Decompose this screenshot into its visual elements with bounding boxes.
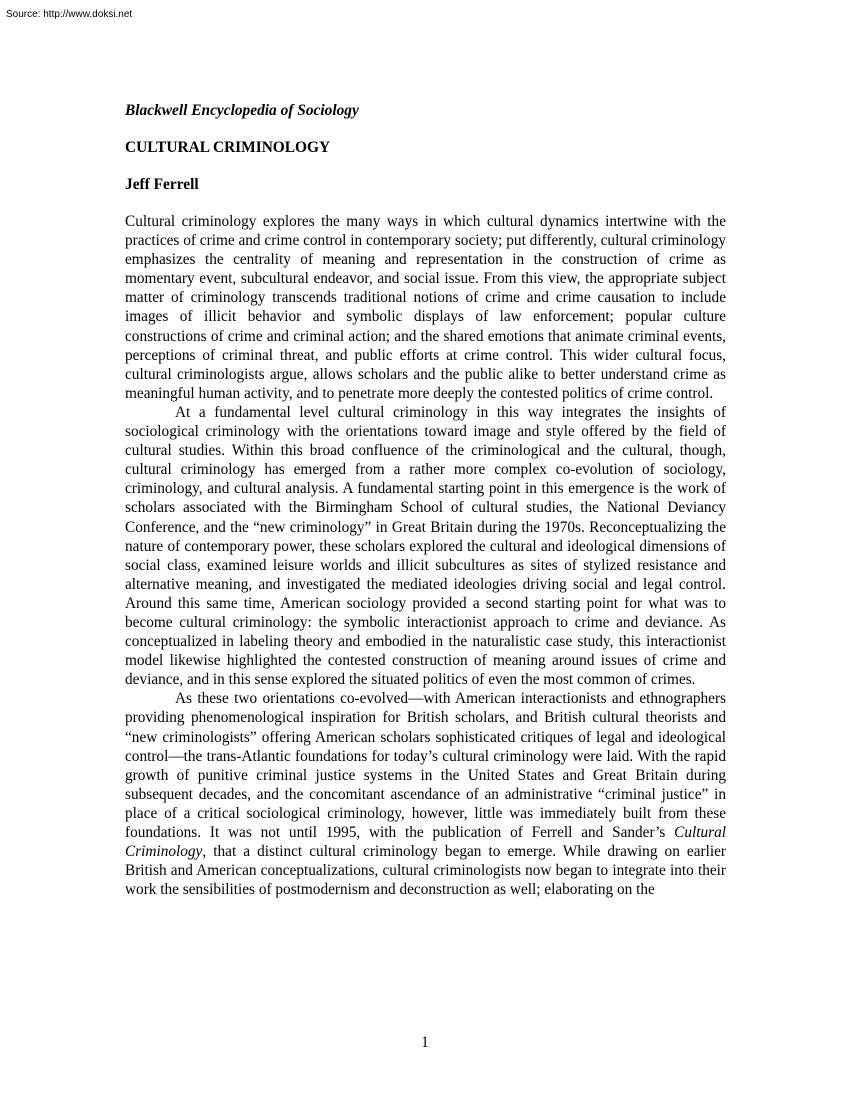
book-title-reference: Cultural Criminology	[125, 824, 726, 861]
publication-title: Blackwell Encyclopedia of Sociology	[125, 102, 359, 119]
paragraph-2: At a fundamental level cultural criminology in this way integrates the insights of sociological criminology with the orientations toward image and style offered by the field of cultural studies. Within this broad confluence of the criminological and the cultural, though, cultural criminology has emerged from a rather more complex co-evolution of sociology, criminology, and cultural analysis. A fundamental starting point in this emergence is the work of scholars associated with the Birmingham School of cultural studies, the National Deviancy Conference, and the “new criminology” in Great Britain during the 1970s. Reconceptualizing the nature of contemporary power, these scholars explored the cultural and ideological dimensions of social class, examined leisure worlds and illicit subcultures as sites of stylized resistance and alternative meaning, and investigated the mediated ideologies driving social and legal control. Around this same time, American sociology provided a second starting point for what was to become cultural criminology: the symbolic interactionist approach to crime and deviance. As conceptualized in labeling theory and embodied in the naturalistic case study, this interactionist model likewise highlighted the contested construction of meaning around issues of crime and deviance, and in this sense explored the situated politics of even the most common of crimes.	[125, 403, 726, 689]
paragraph-3-text-before: As these two orientations co-evolved—with American interactionists and ethnographers providing phenomenological inspiration for British scholars, and British cultural theorists and “new criminologists” offering American scholars sophisticated critiques of legal and ideological control—the trans-Atlantic foundations for today’s cultural criminology were laid. With the rapid growth of punitive criminal justice systems in the United States and Great Britain during subsequent decades, and the concomitant ascendance of an administrative “criminal justice” in place of a critical sociological criminology, however, little was immediately built from these foundations. It was not until 1995, with the publication of Ferrell and Sander’s	[125, 690, 726, 841]
paragraph-3-text-after: , that a distinct cultural criminology began to emerge. While drawing on earlier British and American conceptualizations, cultural criminologists now began to integrate into their work the sensibilities of postmodernism and deconstruction as well; elaborating on the	[125, 843, 726, 899]
source-label: Source: http://www.doksi.net	[6, 9, 133, 20]
author-name: Jeff Ferrell	[125, 176, 199, 193]
page-number: 1	[421, 1034, 429, 1051]
document-body	[125, 101, 726, 899]
paragraph-1: Cultural criminology explores the many ways in which cultural dynamics intertwine with the practices of crime and crime control in contemporary society; put differently, cultural criminology emphasizes the centrality of meaning and representation in the construction of crime as momentary event, subcultural endeavor, and social issue. From this view, the appropriate subject matter of criminology transcends traditional notions of crime and crime causation to include images of illicit behavior and symbolic displays of law enforcement; popular culture constructions of crime and criminal action; and the shared emotions that animate criminal events, perceptions of criminal threat, and public efforts at crime control. This wider cultural focus, cultural criminologists argue, allows scholars and the public alike to better understand crime as meaningful human activity, and to penetrate more deeply the contested politics of crime control.	[125, 213, 726, 402]
paragraph-3	[125, 689, 726, 899]
article-text	[125, 212, 726, 899]
article-title: CULTURAL CRIMINOLOGY	[125, 139, 331, 156]
